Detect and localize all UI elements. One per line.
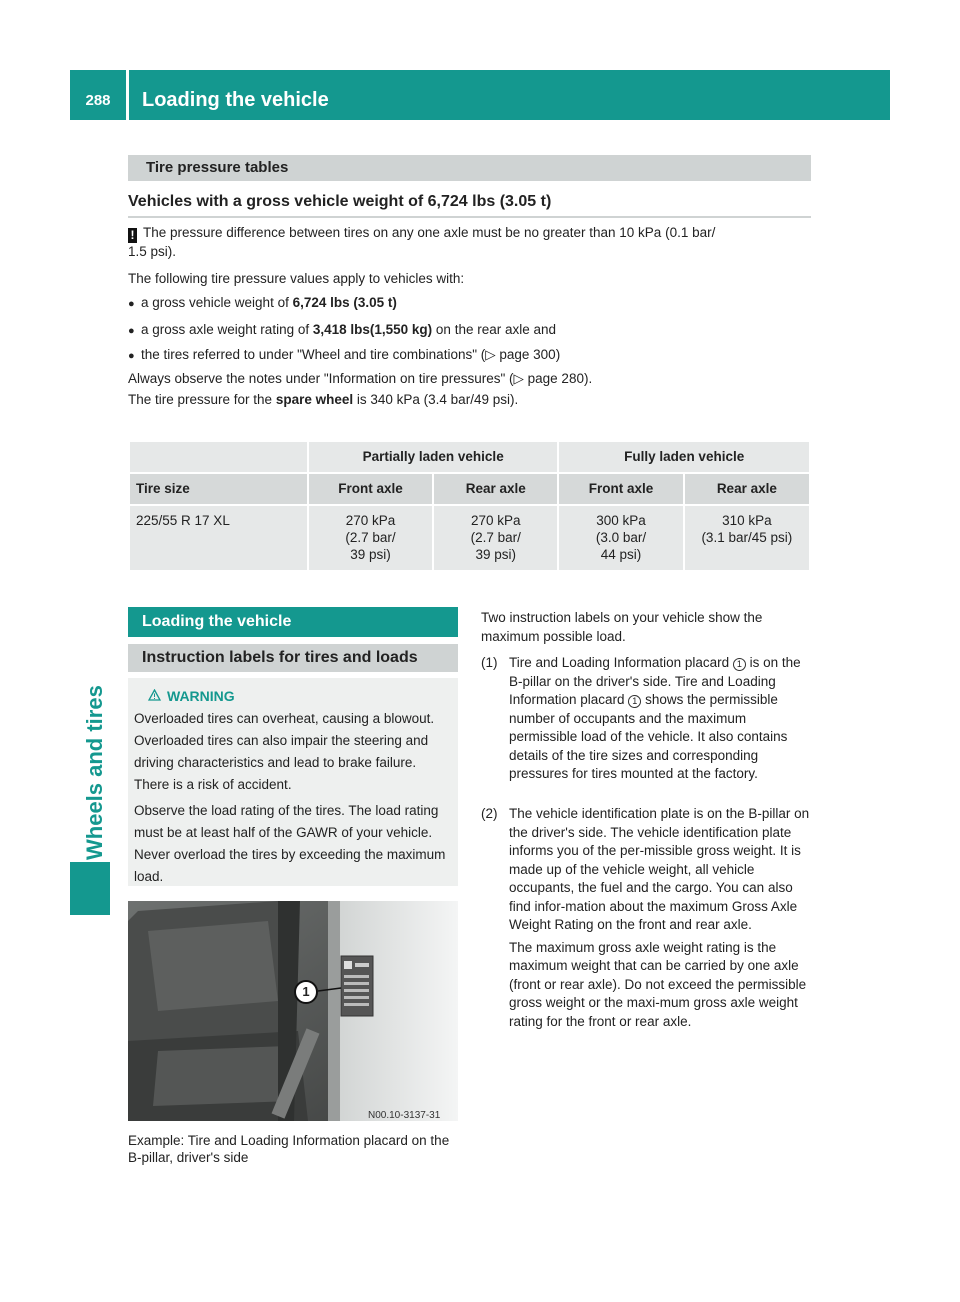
caution-note: ! The pressure difference between tires on any one axle must be no greater than 10 kPa (0.1 bar/ 1.5 psi). bbox=[128, 225, 716, 259]
table-empty-cell bbox=[130, 442, 307, 472]
photo-callout-badge: 1 bbox=[294, 980, 318, 1004]
page-number: 288 bbox=[85, 92, 111, 109]
table-group-header-row bbox=[130, 442, 809, 472]
table-column-header-row bbox=[130, 474, 809, 504]
cell-partial-rear: 270 kPa (2.7 bar/ 39 psi) bbox=[434, 506, 557, 570]
list-item-2-extra: The maximum gross axle weight rating is the maximum weight that can be carried by one axle (front or rear axle). Do not exceed the permissible gross weight or the maxi-mum gross axle weight rating for the front or rear axle. bbox=[509, 939, 807, 1029]
bullet-tires-referred: ● the tires referred to under "Wheel and tire combinations" (▷ page 300) bbox=[128, 346, 811, 365]
subsection-title-instruction-labels: Instruction labels for tires and loads bbox=[128, 644, 458, 672]
observe-notes-text: Always observe the notes under "Information on tire pressures" (▷ page 280). bbox=[128, 371, 593, 386]
header-tire-size: Tire size bbox=[130, 474, 307, 504]
header-rear-axle-full: Rear axle bbox=[685, 474, 809, 504]
subsection-divider bbox=[128, 216, 811, 218]
exclamation-icon: ! bbox=[128, 228, 137, 243]
table-row bbox=[130, 506, 809, 570]
page-title: Loading the vehicle bbox=[142, 89, 329, 111]
cell-partial-front: 270 kPa (2.7 bar/ 39 psi) bbox=[309, 506, 432, 570]
bullet-gross-weight: ● a gross vehicle weight of 6,724 lbs (3.05 t) bbox=[128, 294, 811, 313]
photo-caption: Example: Tire and Loading Information placard on the B-pillar, driver's side bbox=[128, 1133, 450, 1165]
spare-wheel-text: The tire pressure for the spare wheel is 340 kPa (3.4 bar/49 psi). bbox=[128, 392, 519, 407]
list-item-1: (1) Tire and Loading Information placard 1 is on the B-pillar on the driver's side. Tire and Loading Information placard 1 shows the permissible number of occupants and the maximum permissible load of the vehicle. It also contains details of the tire sizes and corresponding pressures for tires mounted at the factory. bbox=[481, 655, 801, 781]
warning-triangle-icon bbox=[148, 684, 161, 708]
header-fully-laden: Fully laden vehicle bbox=[559, 442, 809, 472]
warning-box bbox=[128, 678, 458, 886]
cell-tire-size: 225/55 R 17 XL bbox=[130, 506, 307, 570]
bullet-marker-icon: ● bbox=[128, 325, 135, 337]
instruction-intro-text: Two instruction labels on your vehicle show the maximum possible load. bbox=[481, 610, 763, 644]
side-tab-label: Wheels and tires bbox=[82, 685, 107, 860]
header-front-axle-full: Front axle bbox=[559, 474, 682, 504]
header-partially-laden: Partially laden vehicle bbox=[309, 442, 557, 472]
bullet-marker-icon: ● bbox=[128, 298, 135, 310]
callout-1-icon: 1 bbox=[628, 695, 641, 708]
tire-pressure-table bbox=[128, 440, 811, 572]
intro-text: The following tire pressure values apply to vehicles with: bbox=[128, 271, 465, 286]
section-title-loading: Loading the vehicle bbox=[128, 607, 458, 637]
photo-code-label: N00.10-3137-31 bbox=[368, 1110, 441, 1121]
section-title-tire-pressure: Tire pressure tables bbox=[128, 155, 811, 181]
warning-text-2: Observe the load rating of the tires. The load rating must be at least half of the GAWR of your vehicle. Never overload the tires by exceeding the maximum load. bbox=[134, 803, 446, 884]
subsection-title-gross-weight: Vehicles with a gross vehicle weight of 6,724 lbs (3.05 t) bbox=[128, 193, 552, 210]
side-tab-block bbox=[70, 862, 110, 915]
list-item-2: (2) The vehicle identification plate is on the B-pillar on the driver's side. The vehicle identification plate informs you of the per-missible gross weight. It is made up of the vehicle weight, all vehicle occupants, the fuel and the cargo. You can also find infor-mation about the maximum Gross Axle Weight Rating on the front and rear axle. The maximum gross axle weight rating is the maximum weight that can be carried by one axle (front or rear axle). Do not exceed the permissible gross weight or the maxi-mum gross axle weight rating for the front or rear axle. bbox=[481, 805, 812, 1031]
header-divider bbox=[126, 70, 129, 120]
b-pillar-photo bbox=[128, 901, 458, 1121]
cell-full-front: 300 kPa (3.0 bar/ 44 psi) bbox=[559, 506, 682, 570]
warning-text-1: Overloaded tires can overheat, causing a blowout. Overloaded tires can also impair the steering and driving characteristics and lead to brake failure. There is a risk of accident. bbox=[134, 711, 435, 792]
header-front-axle-partial: Front axle bbox=[309, 474, 432, 504]
cell-full-rear: 310 kPa (3.1 bar/45 psi) bbox=[685, 506, 809, 570]
header-rear-axle-partial: Rear axle bbox=[434, 474, 557, 504]
bullet-axle-weight: ● a gross axle weight rating of 3,418 lbs(1,550 kg) on the rear axle and bbox=[128, 321, 811, 340]
callout-1-icon: 1 bbox=[733, 658, 746, 671]
bullet-marker-icon: ● bbox=[128, 350, 135, 362]
warning-heading: WARNING bbox=[134, 684, 450, 708]
